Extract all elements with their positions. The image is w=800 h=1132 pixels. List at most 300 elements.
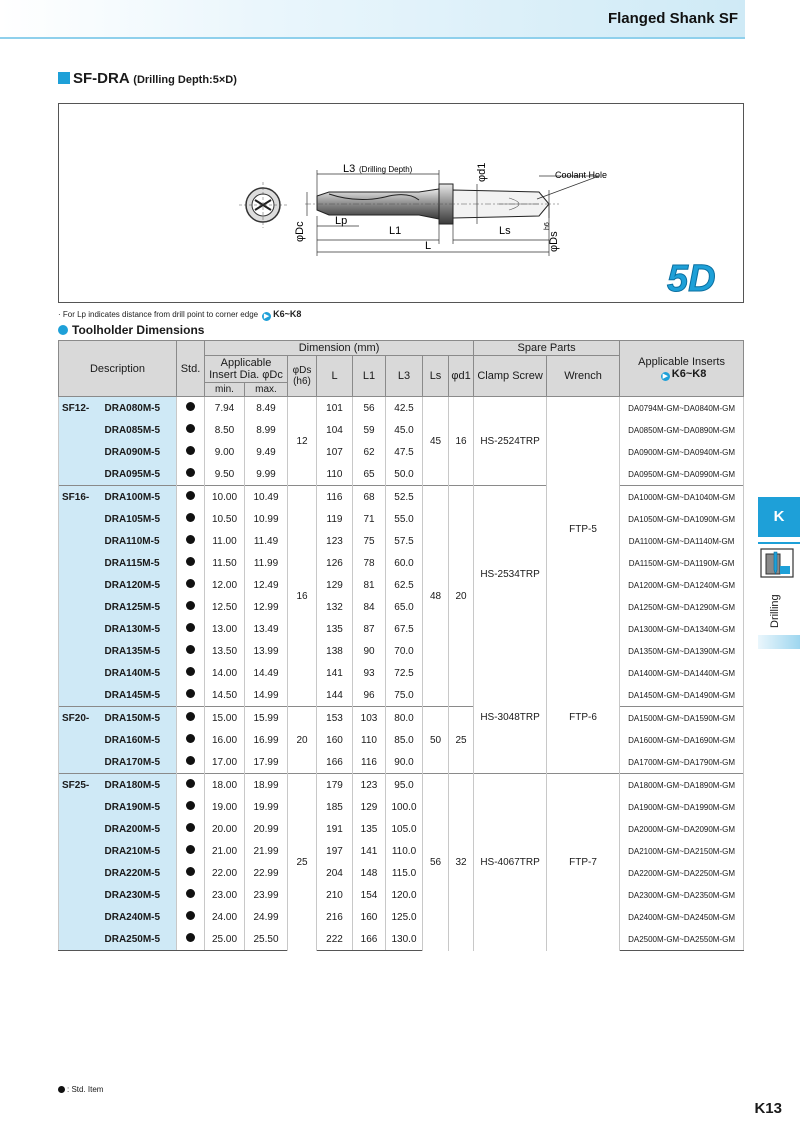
th-applicable-dia-1: Applicable	[220, 357, 272, 369]
cell-description: DRA180M-5	[102, 774, 177, 797]
cell-l3: 67.5	[386, 618, 423, 640]
cell-l3: 42.5	[386, 397, 423, 420]
cell-applicable-inserts: DA1350M-GM~DA1390M-GM	[620, 640, 744, 662]
cell-max-dia: 25.50	[245, 928, 288, 951]
cell-l3: 75.0	[386, 684, 423, 707]
cell-description: DRA110M-5	[102, 530, 177, 552]
table-row	[59, 397, 744, 420]
cell-max-dia: 13.49	[245, 618, 288, 640]
table-row	[59, 884, 744, 906]
cell-l: 216	[317, 906, 353, 928]
cell-l: 204	[317, 862, 353, 884]
cell-std	[177, 840, 205, 862]
cell-min-dia: 13.50	[205, 640, 245, 662]
section-title-text: SF-DRA	[73, 70, 130, 87]
std-bullet-icon	[186, 689, 195, 698]
cell-description: DRA145M-5	[102, 684, 177, 707]
cell-applicable-inserts: DA0850M-GM~DA0890M-GM	[620, 419, 744, 441]
label-l: L	[425, 240, 432, 252]
cell-series	[59, 751, 102, 774]
th-max: max.	[245, 383, 288, 397]
cell-series	[59, 662, 102, 684]
cell-l1: 68	[353, 486, 386, 509]
std-bullet-icon	[186, 911, 195, 920]
cell-l3: 72.5	[386, 662, 423, 684]
cell-description: DRA190M-5	[102, 796, 177, 818]
cell-l3: 115.0	[386, 862, 423, 884]
cell-applicable-inserts: DA1150M-GM~DA1190M-GM	[620, 552, 744, 574]
cell-l3: 52.5	[386, 486, 423, 509]
cell-wrench: FTP-5	[547, 397, 620, 663]
cell-l: 160	[317, 729, 353, 751]
cell-l3: 55.0	[386, 508, 423, 530]
cell-std	[177, 684, 205, 707]
cell-series: SF20-	[59, 707, 102, 730]
cell-l1: 62	[353, 441, 386, 463]
std-bullet-icon	[186, 801, 195, 810]
cell-l3: 47.5	[386, 441, 423, 463]
cell-l3: 110.0	[386, 840, 423, 862]
th-clamp-screw: Clamp Screw	[474, 356, 547, 397]
cell-l1: 84	[353, 596, 386, 618]
th-d1: φd1	[449, 356, 474, 397]
std-bullet-icon	[186, 446, 195, 455]
table-row	[59, 729, 744, 751]
cell-applicable-inserts: DA1300M-GM~DA1340M-GM	[620, 618, 744, 640]
cell-l: 104	[317, 419, 353, 441]
cell-std	[177, 774, 205, 797]
cell-description: DRA105M-5	[102, 508, 177, 530]
cell-l1: 123	[353, 774, 386, 797]
cell-min-dia: 14.50	[205, 684, 245, 707]
cell-description: DRA115M-5	[102, 552, 177, 574]
cell-std	[177, 640, 205, 662]
cell-series	[59, 419, 102, 441]
cell-applicable-inserts: DA0950M-GM~DA0990M-GM	[620, 463, 744, 486]
cell-l3: 85.0	[386, 729, 423, 751]
cell-series	[59, 552, 102, 574]
cell-series	[59, 640, 102, 662]
cell-applicable-inserts: DA1400M-GM~DA1440M-GM	[620, 662, 744, 684]
side-gradient-bar	[758, 635, 800, 649]
cell-max-dia: 18.99	[245, 774, 288, 797]
cell-phids: 16	[288, 486, 317, 707]
cell-min-dia: 11.50	[205, 552, 245, 574]
cell-series	[59, 618, 102, 640]
cell-d1: 25	[449, 707, 474, 774]
cell-std	[177, 906, 205, 928]
cell-applicable-inserts: DA1600M-GM~DA1690M-GM	[620, 729, 744, 751]
table-row	[59, 574, 744, 596]
table-row	[59, 463, 744, 486]
cell-max-dia: 15.99	[245, 707, 288, 730]
cell-wrench: FTP-6	[547, 662, 620, 774]
cell-series	[59, 684, 102, 707]
cell-applicable-inserts: DA2300M-GM~DA2350M-GM	[620, 884, 744, 906]
cell-l: 166	[317, 751, 353, 774]
cell-std	[177, 862, 205, 884]
cell-l3: 95.0	[386, 774, 423, 797]
label-lp: Lp	[335, 215, 348, 227]
label-phidc: φDc	[294, 221, 306, 242]
cell-max-dia: 14.99	[245, 684, 288, 707]
cell-l: 129	[317, 574, 353, 596]
label-l3: L3	[343, 163, 356, 175]
page-header-title: Flanged Shank SF	[607, 10, 738, 27]
label-phids: φDs	[548, 231, 560, 252]
std-bullet-icon	[186, 779, 195, 788]
cell-std	[177, 928, 205, 951]
th-applicable-dia-2: Insert Dia. φDc	[209, 369, 283, 381]
cell-min-dia: 22.00	[205, 862, 245, 884]
toolholder-dimensions-text: Toolholder Dimensions	[72, 323, 205, 337]
label-l3-sub: (Drilling Depth)	[359, 165, 413, 174]
std-bullet-icon	[186, 513, 195, 522]
std-bullet-icon	[186, 535, 195, 544]
std-bullet-icon	[186, 667, 195, 676]
cell-applicable-inserts: DA2400M-GM~DA2450M-GM	[620, 906, 744, 928]
std-bullet-icon	[186, 623, 195, 632]
arrow-right-icon: ▶	[263, 313, 270, 320]
cell-l: 107	[317, 441, 353, 463]
th-l: L	[317, 356, 353, 397]
cell-l1: 141	[353, 840, 386, 862]
cell-series	[59, 574, 102, 596]
cell-max-dia: 20.99	[245, 818, 288, 840]
cell-series: SF25-	[59, 774, 102, 797]
th-applicable-inserts	[620, 341, 744, 397]
table-row	[59, 441, 744, 463]
lp-note	[58, 309, 301, 321]
cell-description: DRA150M-5	[102, 707, 177, 730]
cell-min-dia: 12.50	[205, 596, 245, 618]
cell-applicable-inserts: DA1700M-GM~DA1790M-GM	[620, 751, 744, 774]
cell-l1: 90	[353, 640, 386, 662]
cell-description: DRA090M-5	[102, 441, 177, 463]
drill-end-view	[239, 182, 287, 228]
table-row	[59, 707, 744, 730]
cell-phids: 12	[288, 397, 317, 486]
cell-l3: 65.0	[386, 596, 423, 618]
table-row	[59, 684, 744, 707]
bullet-circle-icon	[58, 325, 68, 335]
cell-l3: 120.0	[386, 884, 423, 906]
cell-max-dia: 8.49	[245, 397, 288, 420]
std-bullet-icon	[186, 845, 195, 854]
std-bullet-icon	[186, 557, 195, 566]
cell-std	[177, 463, 205, 486]
std-bullet-icon	[58, 1086, 65, 1093]
cell-max-dia: 10.99	[245, 508, 288, 530]
cell-description: DRA125M-5	[102, 596, 177, 618]
std-bullet-icon	[186, 491, 195, 500]
cell-max-dia: 17.99	[245, 751, 288, 774]
cell-std	[177, 530, 205, 552]
cell-max-dia: 16.99	[245, 729, 288, 751]
cell-description: DRA240M-5	[102, 906, 177, 928]
std-item-text: : Std. Item	[67, 1085, 104, 1094]
std-item-note	[58, 1085, 103, 1094]
cell-ls: 48	[423, 486, 449, 707]
th-std: Std.	[177, 341, 205, 397]
cell-description: DRA135M-5	[102, 640, 177, 662]
cell-l3: 57.5	[386, 530, 423, 552]
cell-wrench: FTP-7	[547, 774, 620, 951]
table-row	[59, 906, 744, 928]
cell-applicable-inserts: DA0900M-GM~DA0940M-GM	[620, 441, 744, 463]
th-phids	[288, 356, 317, 397]
cell-std	[177, 419, 205, 441]
cell-description: DRA080M-5	[102, 397, 177, 420]
table-row	[59, 662, 744, 684]
table-row	[59, 818, 744, 840]
label-coolant-hole: Coolant Hole	[555, 170, 608, 180]
cell-std	[177, 508, 205, 530]
std-bullet-icon	[186, 645, 195, 654]
cell-max-dia: 11.49	[245, 530, 288, 552]
cell-applicable-inserts: DA2500M-GM~DA2550M-GM	[620, 928, 744, 951]
cell-l: 132	[317, 596, 353, 618]
label-ls: Ls	[499, 225, 511, 237]
table-row	[59, 530, 744, 552]
cell-l: 185	[317, 796, 353, 818]
side-rule	[758, 542, 800, 544]
std-bullet-icon	[186, 756, 195, 765]
side-drilling-label: Drilling	[769, 594, 781, 628]
section-subtitle: (Drilling Depth:5×D)	[133, 74, 237, 86]
cell-clamp-screw: HS-4067TRP	[474, 774, 547, 951]
std-bullet-icon	[186, 402, 195, 411]
cell-l1: 96	[353, 684, 386, 707]
std-bullet-icon	[186, 889, 195, 898]
cell-series	[59, 796, 102, 818]
cell-min-dia: 9.50	[205, 463, 245, 486]
cell-l: 197	[317, 840, 353, 862]
cell-min-dia: 23.00	[205, 884, 245, 906]
th-phids-2: (h6)	[293, 376, 311, 387]
cell-l: 144	[317, 684, 353, 707]
cell-min-dia: 9.00	[205, 441, 245, 463]
cell-l1: 65	[353, 463, 386, 486]
cell-applicable-inserts: DA1250M-GM~DA1290M-GM	[620, 596, 744, 618]
cell-l: 222	[317, 928, 353, 951]
cell-l3: 45.0	[386, 419, 423, 441]
th-l3: L3	[386, 356, 423, 397]
cell-min-dia: 17.00	[205, 751, 245, 774]
cell-max-dia: 19.99	[245, 796, 288, 818]
cell-applicable-inserts: DA1800M-GM~DA1890M-GM	[620, 774, 744, 797]
cell-phids: 25	[288, 774, 317, 951]
cell-l: 119	[317, 508, 353, 530]
cell-l1: 71	[353, 508, 386, 530]
cell-min-dia: 21.00	[205, 840, 245, 862]
cell-min-dia: 16.00	[205, 729, 245, 751]
cell-l: 138	[317, 640, 353, 662]
std-bullet-icon	[186, 424, 195, 433]
cell-applicable-inserts: DA1450M-GM~DA1490M-GM	[620, 684, 744, 707]
cell-max-dia: 9.99	[245, 463, 288, 486]
cell-min-dia: 25.00	[205, 928, 245, 951]
cell-std	[177, 884, 205, 906]
cell-clamp-screw: HS-2534TRP	[474, 486, 547, 663]
table-row	[59, 508, 744, 530]
section-square-icon	[58, 72, 70, 84]
th-phids-1: φDs	[292, 365, 312, 376]
cell-l: 116	[317, 486, 353, 509]
cell-max-dia: 21.99	[245, 840, 288, 862]
cell-description: DRA200M-5	[102, 818, 177, 840]
cell-min-dia: 11.00	[205, 530, 245, 552]
cell-l1: 103	[353, 707, 386, 730]
cell-applicable-inserts: DA1000M-GM~DA1040M-GM	[620, 486, 744, 509]
drill-figure	[58, 103, 744, 303]
cell-description: DRA170M-5	[102, 751, 177, 774]
cell-max-dia: 23.99	[245, 884, 288, 906]
std-bullet-icon	[186, 468, 195, 477]
cell-series: SF16-	[59, 486, 102, 509]
th-dimension: Dimension (mm)	[205, 341, 474, 356]
cell-description: DRA210M-5	[102, 840, 177, 862]
arrow-right-icon: ▶	[662, 373, 668, 380]
cell-std	[177, 596, 205, 618]
page-number: K13	[754, 1100, 782, 1117]
cell-series	[59, 906, 102, 928]
th-applicable-inserts-text: Applicable Inserts	[638, 356, 725, 368]
table-row	[59, 840, 744, 862]
th-ls: Ls	[423, 356, 449, 397]
cell-max-dia: 12.99	[245, 596, 288, 618]
cell-series	[59, 928, 102, 951]
table-row	[59, 640, 744, 662]
cell-ls: 50	[423, 707, 449, 774]
cell-series	[59, 818, 102, 840]
cell-applicable-inserts: DA0794M-GM~DA0840M-GM	[620, 397, 744, 420]
section-title	[58, 70, 237, 87]
cell-phids: 20	[288, 707, 317, 774]
cell-applicable-inserts: DA1500M-GM~DA1590M-GM	[620, 707, 744, 730]
cell-clamp-screw: HS-2524TRP	[474, 397, 547, 486]
cell-l1: 59	[353, 419, 386, 441]
toolholder-dimensions-title	[58, 323, 204, 337]
th-applicable-dia	[205, 356, 288, 383]
cell-l: 153	[317, 707, 353, 730]
std-bullet-icon	[186, 867, 195, 876]
std-bullet-icon	[186, 734, 195, 743]
lp-note-text: · For Lp indicates distance from drill point to corner edge	[58, 310, 259, 319]
cell-series	[59, 441, 102, 463]
cell-series	[59, 596, 102, 618]
cell-series	[59, 884, 102, 906]
std-bullet-icon	[186, 712, 195, 721]
cell-l: 123	[317, 530, 353, 552]
table-row	[59, 774, 744, 797]
table-row	[59, 486, 744, 509]
th-spare-parts: Spare Parts	[474, 341, 620, 356]
std-bullet-icon	[186, 823, 195, 832]
cell-l: 135	[317, 618, 353, 640]
cell-std	[177, 796, 205, 818]
std-bullet-icon	[186, 601, 195, 610]
header-rule	[0, 37, 745, 39]
cell-applicable-inserts: DA2100M-GM~DA2150M-GM	[620, 840, 744, 862]
cell-l1: 129	[353, 796, 386, 818]
table-row	[59, 596, 744, 618]
cell-applicable-inserts: DA1200M-GM~DA1240M-GM	[620, 574, 744, 596]
cell-series: SF12-	[59, 397, 102, 420]
cell-std	[177, 574, 205, 596]
cell-l1: 148	[353, 862, 386, 884]
table-row	[59, 928, 744, 951]
lp-note-ref: K6~K8	[273, 309, 302, 319]
cell-std	[177, 397, 205, 420]
drill-drawing	[59, 104, 743, 302]
cell-max-dia: 12.49	[245, 574, 288, 596]
cell-min-dia: 10.50	[205, 508, 245, 530]
th-l1: L1	[353, 356, 386, 397]
cell-l1: 87	[353, 618, 386, 640]
cell-ls: 45	[423, 397, 449, 486]
cell-l3: 50.0	[386, 463, 423, 486]
cell-d1: 20	[449, 486, 474, 707]
cell-d1: 32	[449, 774, 474, 951]
cell-l: 179	[317, 774, 353, 797]
cell-l1: 110	[353, 729, 386, 751]
cell-l: 110	[317, 463, 353, 486]
cell-l: 101	[317, 397, 353, 420]
cell-std	[177, 662, 205, 684]
cell-description: DRA250M-5	[102, 928, 177, 951]
th-min: min.	[205, 383, 245, 397]
cell-l: 210	[317, 884, 353, 906]
std-bullet-icon	[186, 579, 195, 588]
cell-min-dia: 14.00	[205, 662, 245, 684]
table-row	[59, 552, 744, 574]
cell-std	[177, 486, 205, 509]
cell-l1: 93	[353, 662, 386, 684]
cell-l3: 100.0	[386, 796, 423, 818]
table-row	[59, 419, 744, 441]
cell-description: DRA130M-5	[102, 618, 177, 640]
table-row	[59, 796, 744, 818]
cell-l1: 116	[353, 751, 386, 774]
cell-min-dia: 18.00	[205, 774, 245, 797]
cell-l3: 90.0	[386, 751, 423, 774]
cell-l3: 130.0	[386, 928, 423, 951]
cell-series	[59, 840, 102, 862]
table-body	[59, 397, 744, 951]
cell-max-dia: 24.99	[245, 906, 288, 928]
cell-l3: 70.0	[386, 640, 423, 662]
cell-min-dia: 12.00	[205, 574, 245, 596]
cell-d1: 16	[449, 397, 474, 486]
cell-min-dia: 10.00	[205, 486, 245, 509]
cell-l1: 78	[353, 552, 386, 574]
std-bullet-icon	[186, 933, 195, 942]
cell-min-dia: 13.00	[205, 618, 245, 640]
label-phid1: φd1	[476, 162, 488, 182]
table-row	[59, 618, 744, 640]
cell-std	[177, 618, 205, 640]
cell-max-dia: 11.99	[245, 552, 288, 574]
cell-description: DRA220M-5	[102, 862, 177, 884]
cell-l1: 166	[353, 928, 386, 951]
cell-l1: 75	[353, 530, 386, 552]
cell-description: DRA085M-5	[102, 419, 177, 441]
cell-l: 141	[317, 662, 353, 684]
cell-ls: 56	[423, 774, 449, 951]
table-row	[59, 751, 744, 774]
cell-l: 126	[317, 552, 353, 574]
